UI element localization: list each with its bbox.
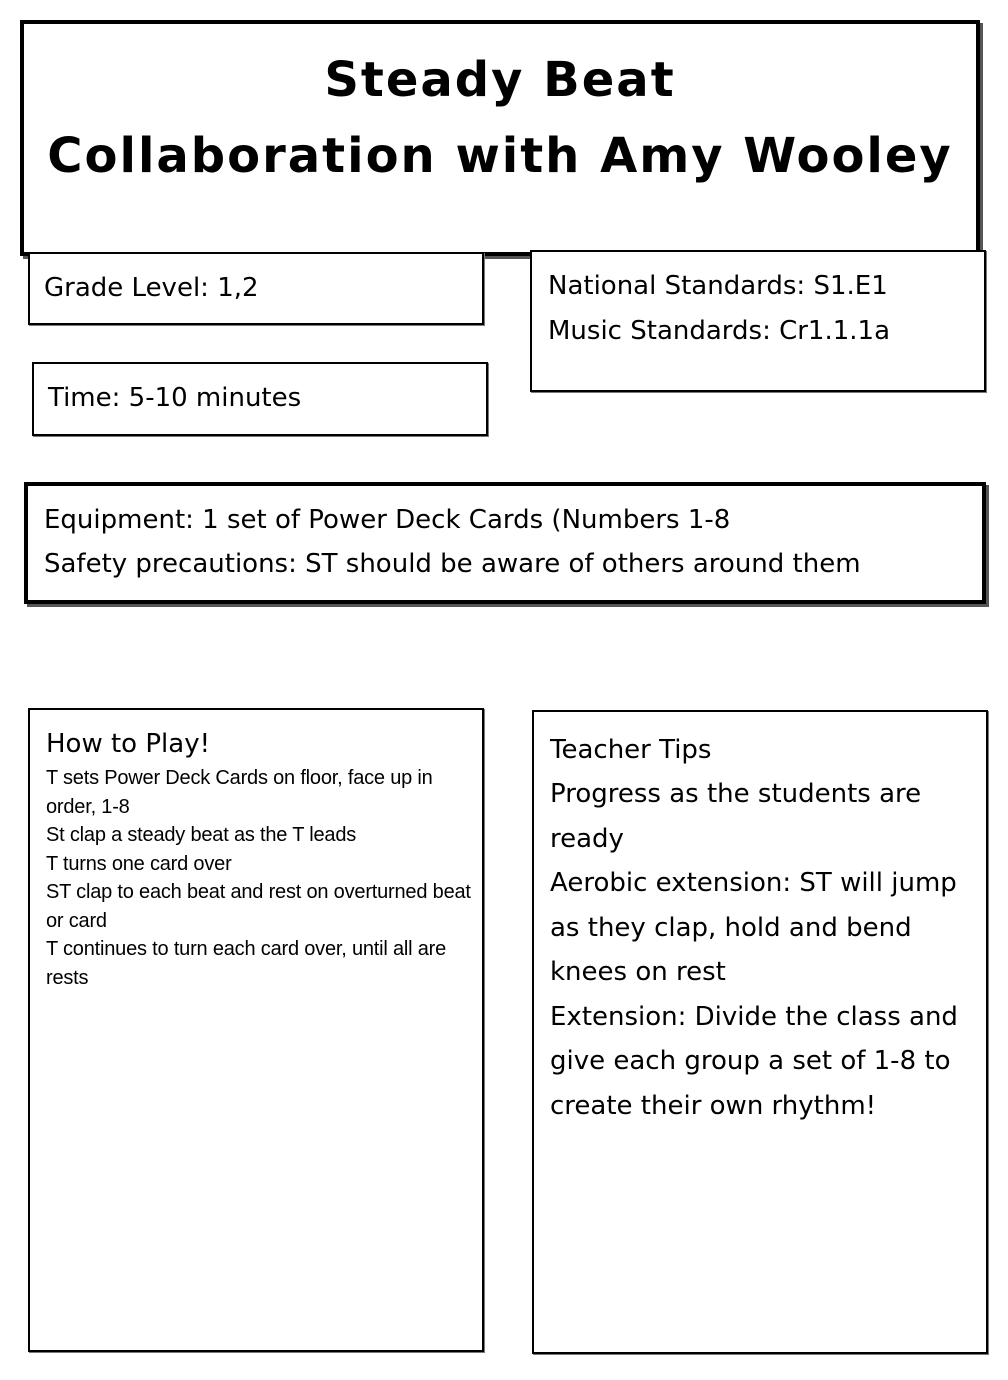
title-box (20, 20, 980, 256)
music-standards-text: Music Standards: Cr1.1.1a (548, 316, 891, 346)
teacher-tips-list (534, 772, 986, 1128)
step-item: St clap a steady beat as the T leads (46, 824, 357, 846)
step-item: ST clap to each beat and rest on overturned beat or card (46, 881, 471, 932)
step-item: T sets Power Deck Cards on floor, face up in order, 1-8 (46, 767, 433, 818)
step-item: T turns one card over (46, 852, 232, 875)
national-standards-text: National Standards: S1.E1 (548, 271, 888, 301)
tip-item: Aerobic extension: ST will jump as they clap, hold and bend knees on rest (550, 868, 957, 987)
equipment-text: Equipment: 1 set of Power Deck Cards (Numbers 1-8 (44, 505, 731, 535)
equipment-box (24, 482, 986, 604)
tip-item: Progress as the students are ready (550, 779, 922, 854)
safety-text: Safety precautions: ST should be aware of others around them (44, 549, 861, 579)
page-title: Steady Beat (324, 52, 676, 108)
page-subtitle: Collaboration with Amy Wooley (47, 128, 953, 184)
tip-item: Extension: Divide the class and give each group a set of 1-8 to create their own rhythm! (550, 1001, 958, 1121)
standards-box (530, 250, 986, 392)
how-to-play-heading: How to Play! (46, 729, 210, 759)
teacher-tips-box (532, 710, 988, 1354)
step-item: T continues to turn each card over, until all are rests (46, 938, 447, 989)
how-to-play-box (28, 708, 484, 1352)
time-box (32, 362, 488, 436)
grade-level-box (28, 252, 484, 325)
how-to-play-steps (30, 764, 482, 992)
grade-level-text: Grade Level: 1,2 (44, 273, 259, 303)
teacher-tips-heading: Teacher Tips (550, 735, 712, 765)
time-text: Time: 5-10 minutes (48, 383, 302, 413)
